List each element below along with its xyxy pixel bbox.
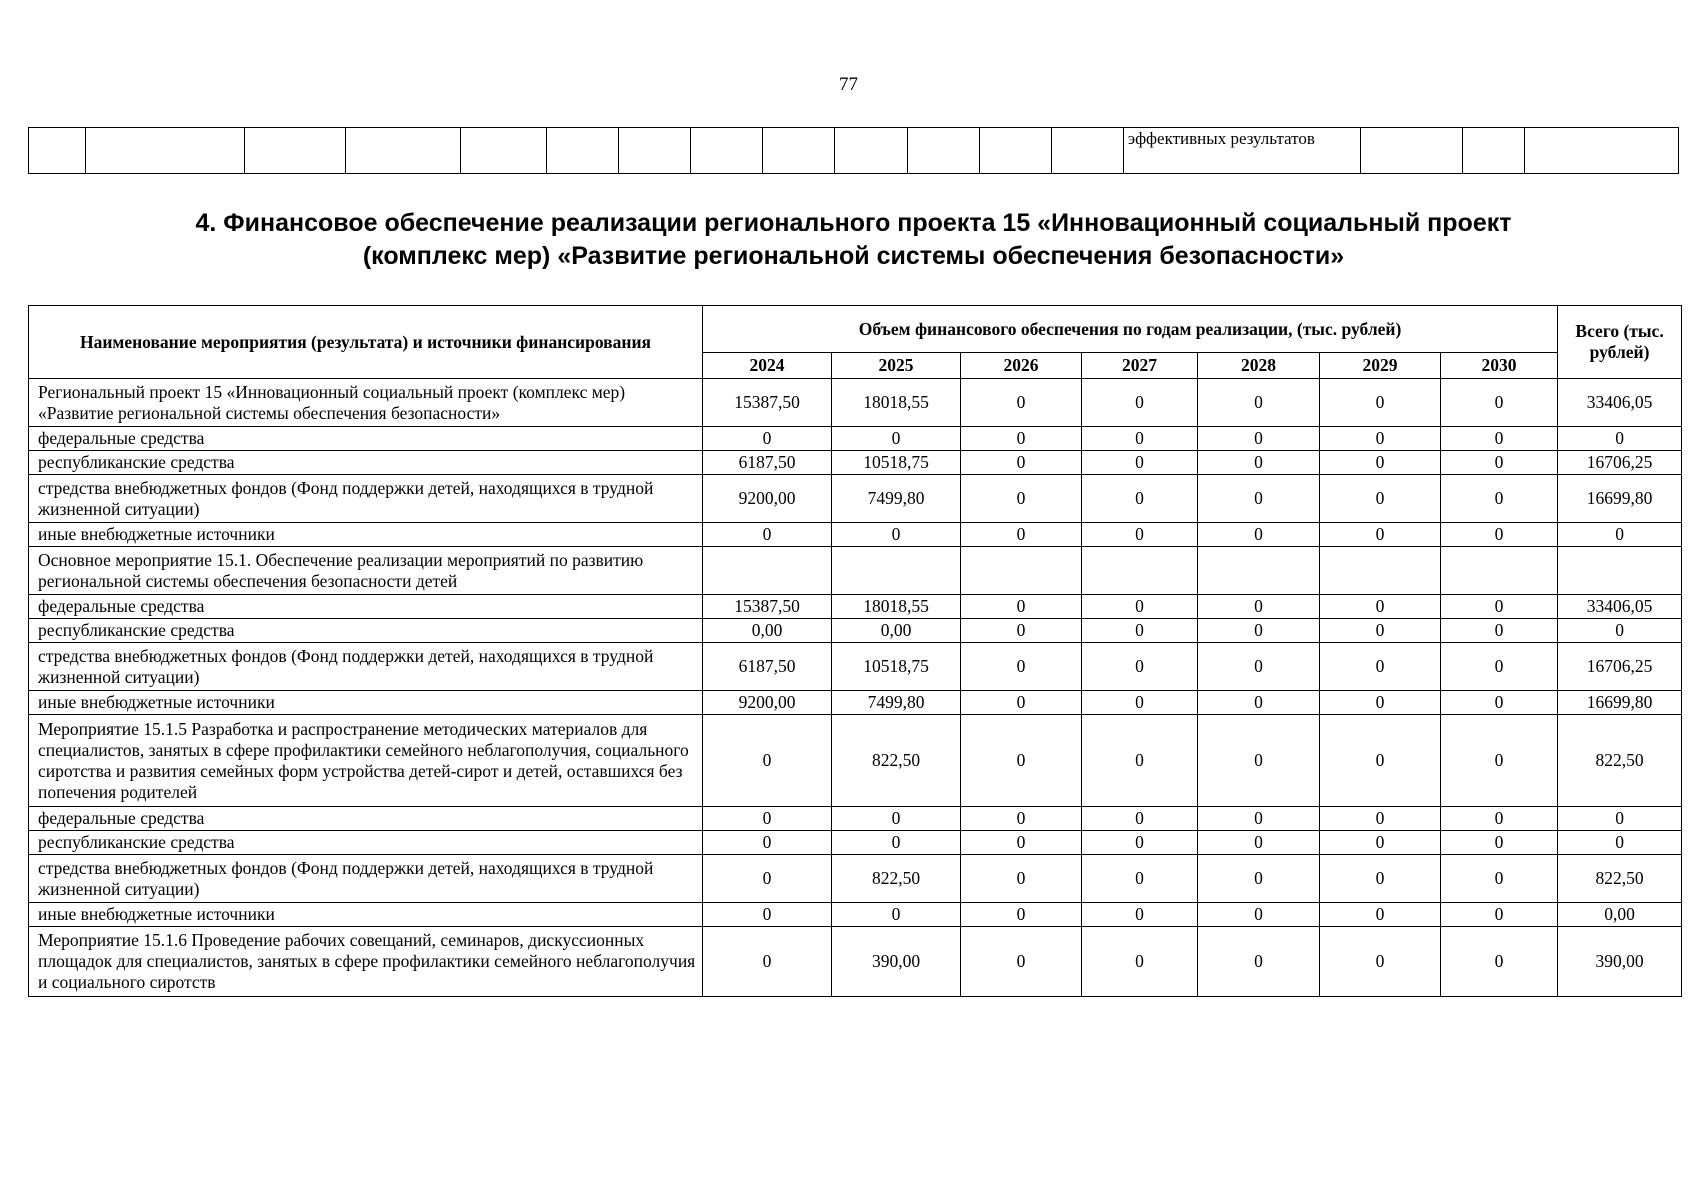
row-value: 0 [1198,927,1320,997]
row-value: 0 [1441,475,1558,523]
row-value: 0 [1441,427,1558,451]
row-value [832,547,961,595]
row-value: 0 [1082,691,1198,715]
row-value: 7499,80 [832,475,961,523]
header-year: 2028 [1198,353,1320,379]
row-value [1198,547,1320,595]
row-value: 0 [703,523,832,547]
row-value: 9200,00 [703,475,832,523]
row-value: 0 [1320,643,1441,691]
financing-table [28,305,1682,997]
continuation-cell [86,128,245,174]
row-value: 0 [1320,379,1441,427]
row-value: 0 [1441,523,1558,547]
row-total: 822,50 [1558,715,1682,807]
row-value: 0 [1441,831,1558,855]
row-value: 7499,80 [832,691,961,715]
continuation-cell [546,128,618,174]
row-value [1320,547,1441,595]
continuation-cell [1524,128,1678,174]
continuation-cell [979,128,1051,174]
row-value: 0 [961,927,1082,997]
row-value: 0 [832,831,961,855]
continuation-cell-results: эффективных результатов [1123,128,1360,174]
header-year: 2024 [703,353,832,379]
row-value: 0 [832,807,961,831]
row-value: 0 [1320,831,1441,855]
table-row [29,643,1682,691]
table-row [29,807,1682,831]
row-value: 0 [832,903,961,927]
row-value: 0 [1198,619,1320,643]
row-value: 0 [1082,927,1198,997]
row-value: 0 [1441,595,1558,619]
row-value: 0 [1198,807,1320,831]
row-value: 0 [1198,379,1320,427]
row-value: 0 [1320,427,1441,451]
continuation-row [29,128,1679,174]
row-value: 0 [961,903,1082,927]
row-value: 0 [961,427,1082,451]
continuation-cell [345,128,460,174]
section-title-line-1: 4. Финансовое обеспечение реализации регионального проекта 15 «Инновационный социальный проект [195,209,1512,237]
row-value [703,547,832,595]
table-row [29,855,1682,903]
table-row [29,691,1682,715]
continuation-cell [1462,128,1524,174]
row-name: стредства внебюджетных фондов (Фонд поддержки детей, находящихся в трудной жизненной ситуации) [29,475,703,523]
row-name: республиканские средства [29,451,703,475]
row-value: 0 [961,619,1082,643]
row-value: 0 [1320,451,1441,475]
header-year: 2029 [1320,353,1441,379]
row-value: 0 [961,855,1082,903]
section-title-line-2: (комплекс мер) «Развитие региональной системы обеспечения безопасности» [362,242,1345,270]
row-value: 0 [1441,927,1558,997]
row-value: 10518,75 [832,451,961,475]
row-value: 0 [1320,807,1441,831]
row-total: 0 [1558,523,1682,547]
row-value: 822,50 [832,855,961,903]
row-name: федеральные средства [29,807,703,831]
row-value: 0 [961,831,1082,855]
row-value: 6187,50 [703,451,832,475]
row-value: 0 [961,475,1082,523]
row-total [1558,547,1682,595]
row-value: 0 [1082,643,1198,691]
table-row [29,427,1682,451]
row-value: 0 [1320,523,1441,547]
row-value [1082,547,1198,595]
row-value: 0 [1441,451,1558,475]
table-row [29,619,1682,643]
row-value: 822,50 [832,715,961,807]
row-value: 0 [1082,475,1198,523]
row-value: 0 [1082,831,1198,855]
header-name: Наименование мероприятия (результата) и источники финансирования [29,306,703,379]
row-value: 0 [703,855,832,903]
continuation-table [28,127,1679,174]
row-value: 0 [961,379,1082,427]
row-value: 0 [832,427,961,451]
row-value: 18018,55 [832,595,961,619]
row-value: 0 [832,523,961,547]
table-row [29,523,1682,547]
row-value: 15387,50 [703,595,832,619]
row-value [961,547,1082,595]
row-total: 16706,25 [1558,643,1682,691]
header-year: 2026 [961,353,1082,379]
row-value: 0 [1082,427,1198,451]
table-row [29,379,1682,427]
row-total: 16706,25 [1558,451,1682,475]
row-value: 10518,75 [832,643,961,691]
row-name: республиканские средства [29,831,703,855]
continuation-cell [245,128,345,174]
row-total: 390,00 [1558,927,1682,997]
row-value: 0 [961,715,1082,807]
row-value: 0 [703,427,832,451]
row-name: иные внебюджетные источники [29,523,703,547]
continuation-cell [460,128,546,174]
row-value: 0 [961,451,1082,475]
header-year: 2030 [1441,353,1558,379]
row-total: 0 [1558,619,1682,643]
row-value: 0 [1441,643,1558,691]
row-value: 0 [1441,691,1558,715]
row-value: 0 [703,715,832,807]
table-row [29,831,1682,855]
row-value: 0 [1198,715,1320,807]
row-name: Основное мероприятие 15.1. Обеспечение реализации мероприятий по развитию региональной системы обеспечения безопасности детей [29,547,703,595]
row-total: 33406,05 [1558,595,1682,619]
row-value: 0 [961,595,1082,619]
continuation-cell [835,128,907,174]
row-value: 0 [1320,595,1441,619]
row-value: 0 [1198,475,1320,523]
row-value: 0 [1441,855,1558,903]
row-total: 822,50 [1558,855,1682,903]
table-row [29,903,1682,927]
row-value: 0 [961,691,1082,715]
table-row [29,595,1682,619]
row-value: 0 [1198,855,1320,903]
table-row [29,715,1682,807]
row-value: 0 [1198,595,1320,619]
row-value: 0 [1198,523,1320,547]
row-value: 0 [1082,807,1198,831]
row-total: 0 [1558,807,1682,831]
row-value: 6187,50 [703,643,832,691]
row-value: 0 [961,807,1082,831]
row-value: 0 [1198,427,1320,451]
row-name: республиканские средства [29,619,703,643]
row-value: 0 [1441,379,1558,427]
row-total: 0 [1558,427,1682,451]
continuation-cell [907,128,979,174]
row-value: 0 [1198,903,1320,927]
header-row-1 [29,306,1682,353]
table-row [29,451,1682,475]
continuation-cell [691,128,763,174]
continuation-cell [763,128,835,174]
page-number: 77 [839,74,858,95]
row-value: 0 [703,927,832,997]
row-total: 16699,80 [1558,691,1682,715]
header-year: 2027 [1082,353,1198,379]
row-value: 0 [1198,691,1320,715]
row-name: иные внебюджетные источники [29,903,703,927]
row-total: 33406,05 [1558,379,1682,427]
row-value: 0 [1320,619,1441,643]
row-value: 0 [1198,831,1320,855]
row-value: 0 [1082,523,1198,547]
row-name: Региональный проект 15 «Инновационный социальный проект (комплекс мер) «Развитие региональной системы обеспечения безопасности» [29,379,703,427]
section-title [28,207,1679,273]
row-value: 0 [1320,855,1441,903]
row-total: 0 [1558,831,1682,855]
row-value: 0 [1198,643,1320,691]
row-value: 0 [1320,715,1441,807]
row-value: 18018,55 [832,379,961,427]
row-value: 0 [1441,619,1558,643]
row-value: 0 [703,807,832,831]
table-row [29,547,1682,595]
row-name: федеральные средства [29,595,703,619]
row-value: 0 [961,643,1082,691]
row-value: 0 [703,903,832,927]
header-volume-group: Объем финансового обеспечения по годам реализации, (тыс. рублей) [703,306,1558,353]
row-value: 0 [961,523,1082,547]
row-name: стредства внебюджетных фондов (Фонд поддержки детей, находящихся в трудной жизненной ситуации) [29,855,703,903]
row-value: 0 [1441,903,1558,927]
row-total: 16699,80 [1558,475,1682,523]
header-total: Всего (тыс. рублей) [1558,306,1682,379]
row-value: 0 [1320,927,1441,997]
row-name: иные внебюджетные источники [29,691,703,715]
row-value: 0 [1320,691,1441,715]
header-year: 2025 [832,353,961,379]
row-value: 0 [1082,595,1198,619]
row-value: 0 [1198,451,1320,475]
row-value: 0 [1082,715,1198,807]
row-value: 0 [1320,475,1441,523]
row-value: 0 [1082,619,1198,643]
row-value: 15387,50 [703,379,832,427]
row-value [1441,547,1558,595]
table-row [29,475,1682,523]
row-name: Мероприятие 15.1.5 Разработка и распространение методических материалов для специалистов, занятых в сфере профилактики семейного неблагополучия, социального сиротства и развития семейных форм устройства детей-сирот и детей, оставшихся без попечения родителей [29,715,703,807]
row-total: 0,00 [1558,903,1682,927]
row-value: 0,00 [832,619,961,643]
row-name: Мероприятие 15.1.6 Проведение рабочих совещаний, семинаров, дискуссионных площадок для специалистов, занятых в сфере профилактики семейного неблагополучия и социального сиротств [29,927,703,997]
row-value: 9200,00 [703,691,832,715]
table-row [29,927,1682,997]
row-value: 0 [1082,855,1198,903]
row-value: 0 [1082,379,1198,427]
row-value: 0 [1441,807,1558,831]
row-value: 390,00 [832,927,961,997]
row-value: 0 [1082,903,1198,927]
continuation-cell [29,128,86,174]
continuation-cell [619,128,691,174]
row-name: федеральные средства [29,427,703,451]
row-name: стредства внебюджетных фондов (Фонд поддержки детей, находящихся в трудной жизненной ситуации) [29,643,703,691]
row-value: 0 [1082,451,1198,475]
continuation-cell [1051,128,1123,174]
row-value: 0 [1441,715,1558,807]
row-value: 0,00 [703,619,832,643]
row-value: 0 [1320,903,1441,927]
row-value: 0 [703,831,832,855]
continuation-cell [1361,128,1462,174]
